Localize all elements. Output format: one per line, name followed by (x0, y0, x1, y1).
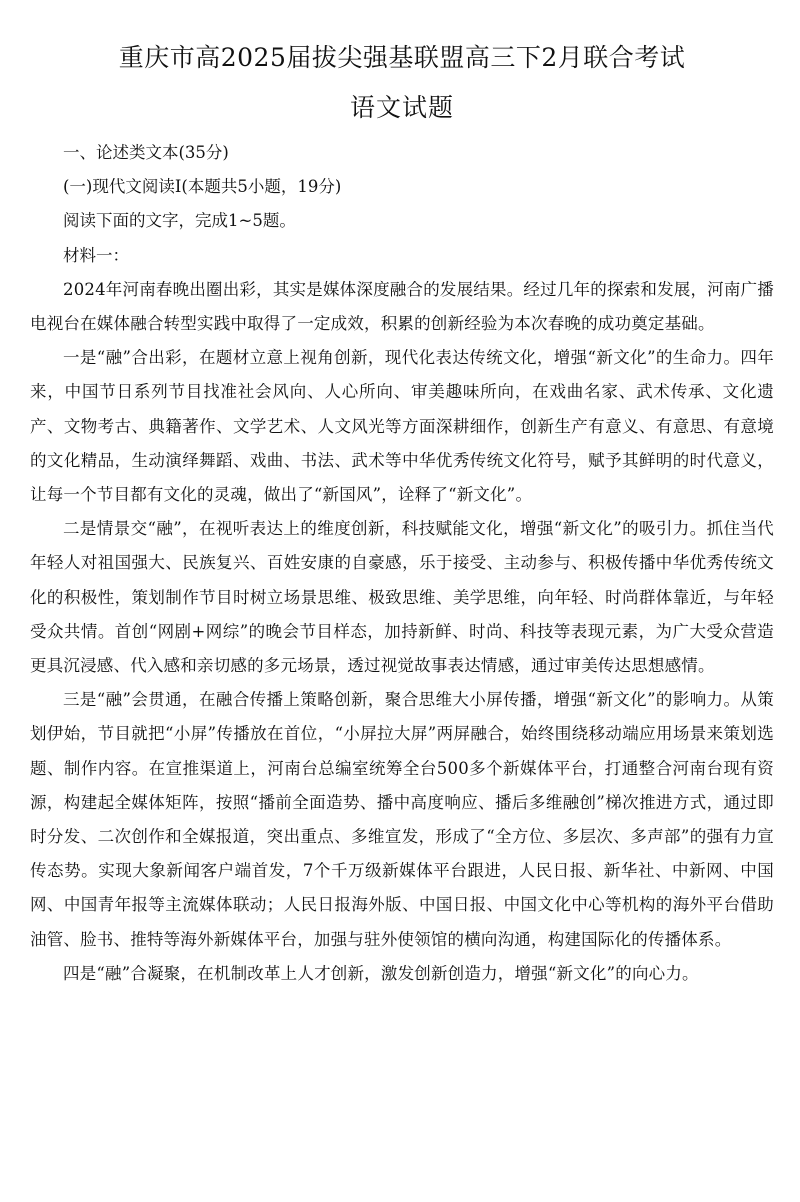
article-body (30, 273, 774, 991)
exam-subtitle: 语文试题 (349, 93, 454, 122)
exam-title: 重庆市高2025届拔尖强基联盟高三下2月联合考试 (118, 43, 686, 72)
section-subheading: (一)现代文阅读Ⅰ(本题共5小题，19分) (63, 177, 342, 197)
paragraph-point-four: 四是“融”合凝聚，在机制改革上人才创新，激发创新创造力，增强“新文化”的向心力。 (63, 963, 699, 983)
paragraph-point-two: 二是情景交“融”，在视听表达上的维度创新，科技赋能文化，增强“新文化”的吸引力。抓住当代年轻人对祖国强大、民族复兴、百姓安康的自豪感，乐于接受、主动参与、积极传播中华优秀传统文化的积极性，策划制作节目时树立场景思维、极致思维、美学思维，向年轻、时尚群体靠近，与年轻受众共情。首创“网剧+网综”的晚会节目样态，加持新鲜、时尚、科技等表现元素，为广大受众营造更具沉浸感、代入感和亲切感的多元场景，透过视觉故事表达情感，通过审美传达思想感情。 (30, 519, 774, 676)
paragraph-point-one: 一是“融”合出彩，在题材立意上视角创新，现代化表达传统文化，增强“新文化”的生命力。四年来，中国节日系列节目找准社会风向、人心所向、审美趣味所向，在戏曲名家、武术传承、文化遗产、文物考古、典籍著作、文学艺术、人文风光等方面深耕细作，创新生产有意义、有意思、有意境的文化精品，生动演绎舞蹈、戏曲、书法、武术等中华优秀传统文化符号，赋予其鲜明的时代意义，让每一个节目都有文化的灵魂，做出了“新国风”，诠释了“新文化”。 (30, 348, 774, 505)
paragraph-point-three: 三是“融”会贯通，在融合传播上策略创新，聚合思维大小屏传播，增强“新文化”的影响力。从策划伊始，节目就把“小屏”传播放在首位，“小屏拉大屏”两屏融合，始终围绕移动端应用场景来策划选题、制作内容。在宣推渠道上，河南台总编室统筹全台500多个新媒体平台，打通整合河南台现有资源，构建起全媒体矩阵，按照“播前全面造势、播中高度响应、播后多维融创”梯次推进方式，通过即时分发、二次创作和全媒报道，突出重点、多维宣发，形成了“全方位、多层次、多声部”的强有力宣传态势。实现大象新闻客户端首发，7个千万级新媒体平台跟进，人民日报、新华社、中新网、中国网、中国青年报等主流媒体联动；人民日报海外版、中国日报、中国文化中心等机构的海外平台借助油管、脸书、推特等海外新媒体平台，加强与驻外使领馆的横向沟通，构建国际化的传播体系。 (30, 690, 774, 949)
section-heading: 一、论述类文本(35分) (63, 143, 229, 162)
paragraph-intro: 2024年河南春晚出圈出彩，其实是媒体深度融合的发展结果。经过几年的探索和发展，河南广播电视台在媒体融合转型实践中取得了一定成效，积累的创新经验为本次春晚的成功奠定基础。 (30, 279, 774, 334)
material-label: 材料一： (63, 245, 129, 265)
reading-instruction: 阅读下面的文字，完成1~5题。 (63, 211, 296, 231)
